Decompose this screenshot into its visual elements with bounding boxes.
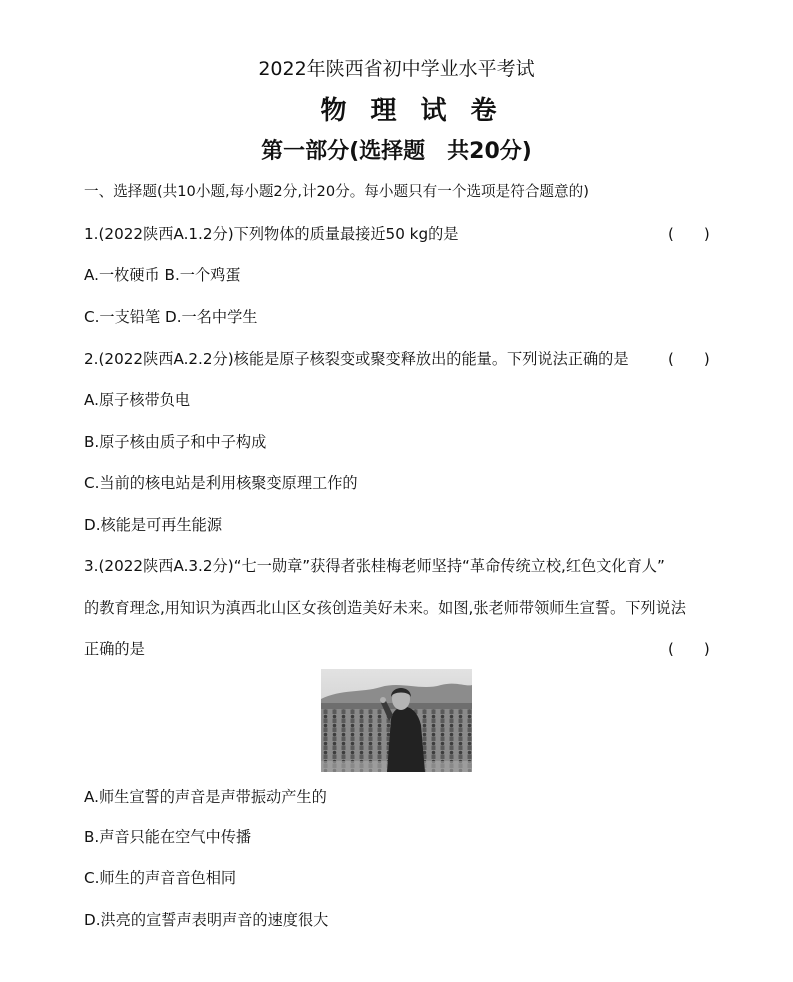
question-3-option-d: D.洪亮的宣誓声表明声音的速度很大 — [84, 911, 329, 929]
question-3-stem-line: 3.(2022陕西A.3.2分)“七一勋章”获得者张桂梅老师坚持“革命传统立校,红色文化育人” — [84, 557, 665, 575]
question-2-option-a: A.原子核带负电 — [84, 391, 191, 409]
question-1-stem: 1.(2022陕西A.1.2分)下列物体的质量最接近50 kg的是 — [84, 225, 459, 243]
exam-title: 2022年陕西省初中学业水平考试 — [258, 58, 535, 80]
question-2-option-b: B.原子核由质子和中子构成 — [84, 433, 267, 451]
question-2-option-d: D.核能是可再生能源 — [84, 516, 223, 534]
question-3-stem-line: 正确的是 — [84, 640, 145, 658]
answer-bracket: ( ) — [668, 350, 710, 368]
answer-bracket: ( ) — [668, 640, 710, 658]
question-3-option-b: B.声音只能在空气中传播 — [84, 828, 252, 846]
section-intro: 一、选择题(共10小题,每小题2分,计20分。每小题只有一个选项是符合题意的) — [84, 183, 589, 200]
question-1-option-line: A.一枚硬币 B.一个鸡蛋 — [84, 266, 241, 284]
question-2-option-c: C.当前的核电站是利用核聚变原理工作的 — [84, 474, 358, 492]
question-3-option-a: A.师生宣誓的声音是声带振动产生的 — [84, 788, 327, 806]
question-3-stem-line: 的教育理念,用知识为滇西北山区女孩创造美好未来。如图,张老师带领师生宣誓。下列说法 — [84, 599, 686, 617]
part-title: 第一部分(选择题 共20分) — [261, 139, 532, 164]
question-3-option-c: C.师生的声音音色相同 — [84, 869, 237, 887]
oath-photo — [321, 669, 472, 772]
question-1-option-line: C.一支铅笔 D.一名中学生 — [84, 308, 258, 326]
answer-bracket: ( ) — [668, 225, 710, 243]
question-2-stem: 2.(2022陕西A.2.2分)核能是原子核裂变或聚变释放出的能量。下列说法正确的是 — [84, 350, 629, 368]
subject-title: 物理试卷 — [320, 96, 521, 126]
